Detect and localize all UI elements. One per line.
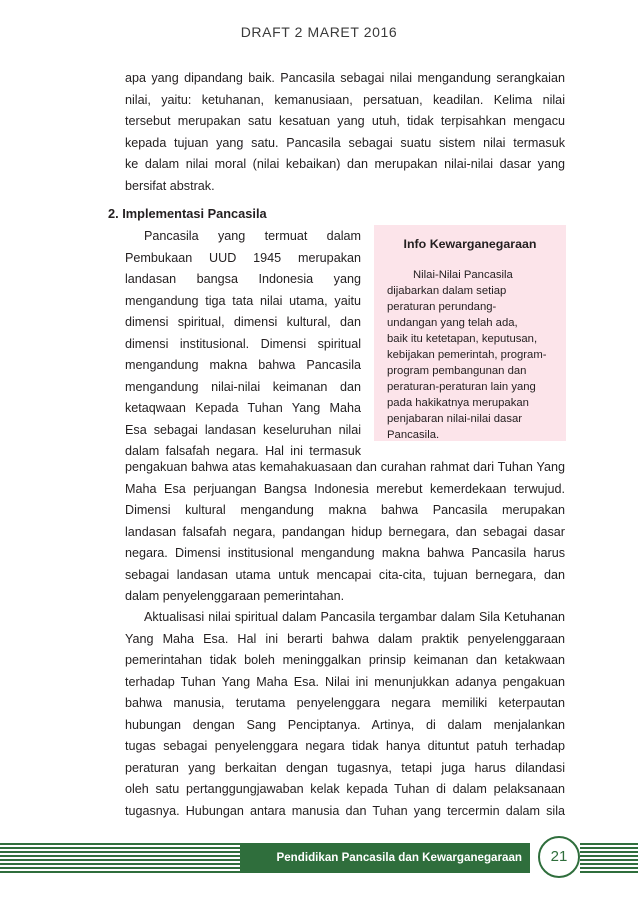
info-line: dijabarkan dalam setiap xyxy=(387,285,507,297)
text-line: nilai, yaitu: ketuhanan, kemanusiaan, persatuan, keadilan. Kelima nilai xyxy=(125,92,565,107)
text-line: pemerintahan tidak boleh meninggalkan prinsip keimanan dan ketakwaan xyxy=(125,653,565,667)
text-line: dimensi institusional. Dimensi spiritual xyxy=(125,336,361,351)
text-line: ketaqwaan Kepada Tuhan Yang Maha xyxy=(125,401,361,415)
info-line: baik itu ketetapan, keputusan, xyxy=(387,333,538,345)
info-box xyxy=(374,225,566,441)
text-line: negara. Dimensi institusional mengandung makna bahwa Pancasila harus xyxy=(125,546,565,560)
footer-stripes-right xyxy=(580,843,638,873)
text-line: tugasnya. Hubungan antara manusia dan Tuhan yang tercermin dalam sila xyxy=(125,803,565,818)
text-line: terhadap Tuhan Yang Maha Esa. Nilai ini menunjukkan adanya pengakuan xyxy=(125,674,565,689)
text-line: landasan falsafah negara, pandangan hidup bernegara, dan sebagai dasar xyxy=(125,524,565,539)
info-line: Nilai-Nilai Pancasila xyxy=(413,269,513,281)
draft-header: DRAFT 2 MARET 2016 xyxy=(240,24,398,40)
text-line: hubungan dengan Sang Penciptanya. Artinya, di dalam menjalankan xyxy=(125,717,565,732)
text-line: sebagai landasan utama untuk mencapai cita-cita, tujuan bernegara, dan xyxy=(125,567,565,582)
footer-stripes-left xyxy=(0,843,240,873)
text-line: dimensi spiritual, dimensi kultural, dan xyxy=(125,315,361,329)
text-line: Maha Esa perjuangan Bangsa Indonesia merebut kemerdekaan terwujud. xyxy=(125,481,565,496)
text-line: tersebut merupakan satu kesatuan yang utuh, tidak terpisahkan mengacu xyxy=(125,114,565,128)
info-line: Pancasila. xyxy=(387,429,440,441)
text-line: mengandung tiga tata nilai utama, yaitu xyxy=(125,293,361,308)
text-line: mengandung makna bahwa Pancasila xyxy=(125,358,361,372)
text-line: tugas sebagai penyelenggara negara tidak hanya dituntut patuh terhadap xyxy=(125,739,565,753)
text-line: bahwa manusia, terutama penyelenggara negara memiliki keterpautan xyxy=(125,696,565,710)
text-line: oleh satu pertanggungjawaban kelak kepada Tuhan di dalam pelaksanaan xyxy=(125,782,565,796)
text-line: bersifat abstrak. xyxy=(125,178,215,193)
info-box-title: Info Kewarganegaraan xyxy=(403,237,537,251)
page-number: 21 xyxy=(538,836,580,878)
info-box-body xyxy=(387,267,559,443)
text-line: Esa sebagai landasan keseluruhan nilai xyxy=(125,422,361,437)
info-line: undangan yang telah ada, xyxy=(387,317,518,329)
intro-paragraph xyxy=(125,68,565,197)
text-line: dalam falsafah negara. Hal ini termasuk xyxy=(125,444,361,458)
text-line: Aktualisasi nilai spiritual dalam Pancasila tergambar dalam Sila Ketuhanan xyxy=(144,610,565,624)
info-line: program pembangunan dan xyxy=(387,365,527,377)
paragraph-actualization xyxy=(125,607,565,822)
info-line: pada hakikatnya merupakan xyxy=(387,397,529,409)
info-line: penjabaran nilai-nilai dasar xyxy=(387,413,523,425)
info-line: kebijakan pemerintah, program- xyxy=(387,349,547,361)
info-line: peraturan perundang- xyxy=(387,301,497,313)
continuation-paragraph xyxy=(125,457,565,608)
text-line: ke dalam nilai moral (nilai kebaikan) dan merupakan nilai-nilai dasar yang xyxy=(125,157,565,171)
text-line: pengakuan bahwa atas kemahakuasaan dan curahan rahmat dari Tuhan Yang xyxy=(125,460,565,474)
text-line: dalam penyelenggaraan pemerintahan. xyxy=(125,589,345,603)
text-line: Pembukaan UUD 1945 merupakan xyxy=(125,250,361,265)
column-paragraph xyxy=(125,226,361,463)
text-line: kepada tujuan yang satu. Pancasila sebagai suatu sistem nilai termasuk xyxy=(125,135,565,150)
info-line: peraturan-peraturan lain yang xyxy=(387,381,536,393)
text-line: Dimensi kultural mengandung makna bahwa Pancasila merupakan xyxy=(125,503,565,517)
text-line: mengandung nilai-nilai keimanan dan xyxy=(125,379,361,394)
footer-book-title: Pendidikan Pancasila dan Kewarganegaraan xyxy=(240,843,530,873)
text-line: Yang Maha Esa. Hal ini berarti bahwa dalam praktik penyelenggaraan xyxy=(125,631,565,646)
text-line: apa yang dipandang baik. Pancasila sebagai nilai mengandung serangkaian xyxy=(125,71,565,85)
section-heading: 2. Implementasi Pancasila xyxy=(108,206,267,221)
text-line: peraturan yang berkaitan dengan tugasnya, tetapi juga harus dilandasi xyxy=(125,760,565,775)
text-line: landasan bangsa Indonesia yang xyxy=(125,272,361,286)
text-line: Pancasila yang termuat dalam xyxy=(144,229,361,243)
